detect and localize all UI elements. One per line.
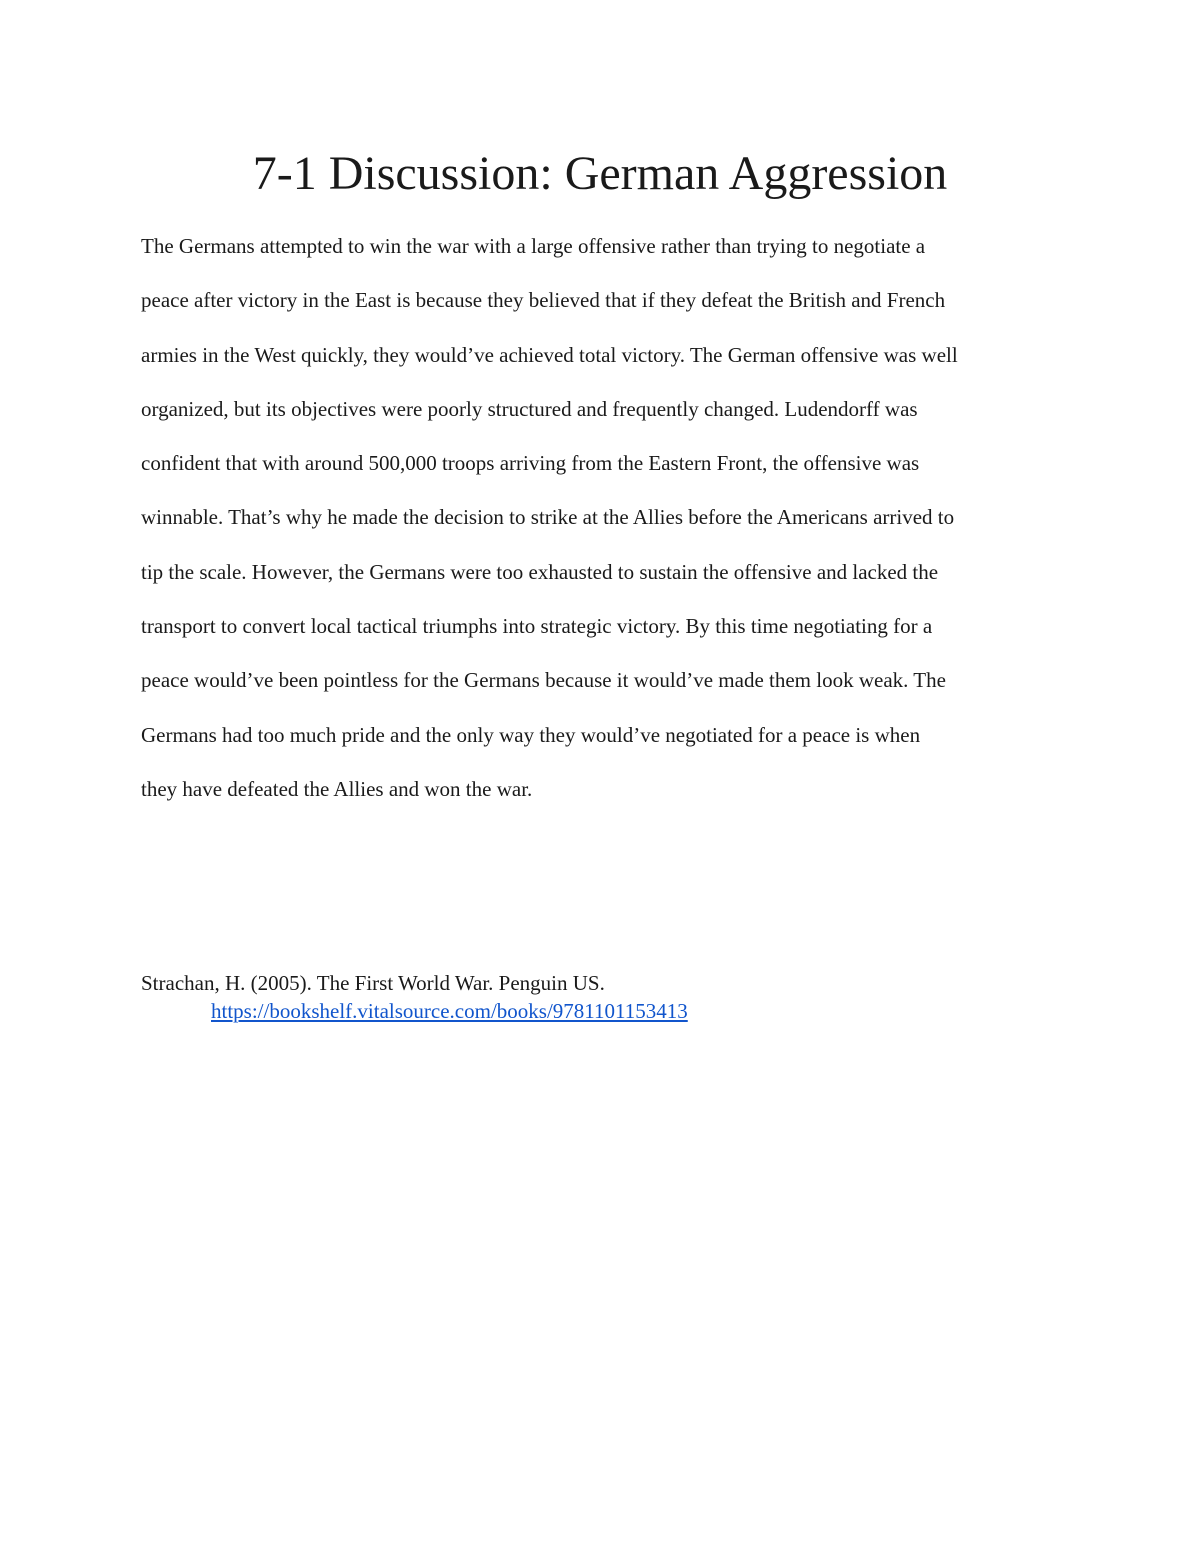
body-line: armies in the West quickly, they would’ve achieved total victory. The German offensive was well	[141, 342, 958, 367]
body-line: transport to convert local tactical triumphs into strategic victory. By this time negotiating for a	[141, 614, 933, 639]
reference-citation	[141, 969, 1101, 1025]
body-line: Germans had too much pride and the only way they would’ve negotiated for a peace is when	[141, 722, 921, 747]
body-line: winnable. That’s why he made the decision to strike at the Allies before the Americans arrived to	[141, 505, 955, 530]
citation-link[interactable]: https://bookshelf.vitalsource.com/books/9781101153413	[211, 999, 688, 1023]
document-title: 7-1 Discussion: German Aggression	[252, 147, 948, 200]
body-line: peace would’ve been pointless for the Germans because it would’ve made them look weak. The	[141, 668, 946, 693]
body-paragraph	[141, 219, 1101, 816]
body-line: tip the scale. However, the Germans were too exhausted to sustain the offensive and lacked the	[141, 559, 939, 584]
body-line: The Germans attempted to win the war with a large offensive rather than trying to negotiate a	[141, 234, 926, 258]
body-line: they have defeated the Allies and won the war.	[141, 776, 533, 801]
citation-text: Strachan, H. (2005). The First World War. Penguin US.	[141, 971, 605, 995]
body-line: organized, but its objectives were poorly structured and frequently changed. Ludendorff was	[141, 396, 918, 421]
body-line: confident that with around 500,000 troops arriving from the Eastern Front, the offensive was	[141, 451, 920, 476]
body-line: peace after victory in the East is because they believed that if they defeat the British and French	[141, 288, 946, 313]
